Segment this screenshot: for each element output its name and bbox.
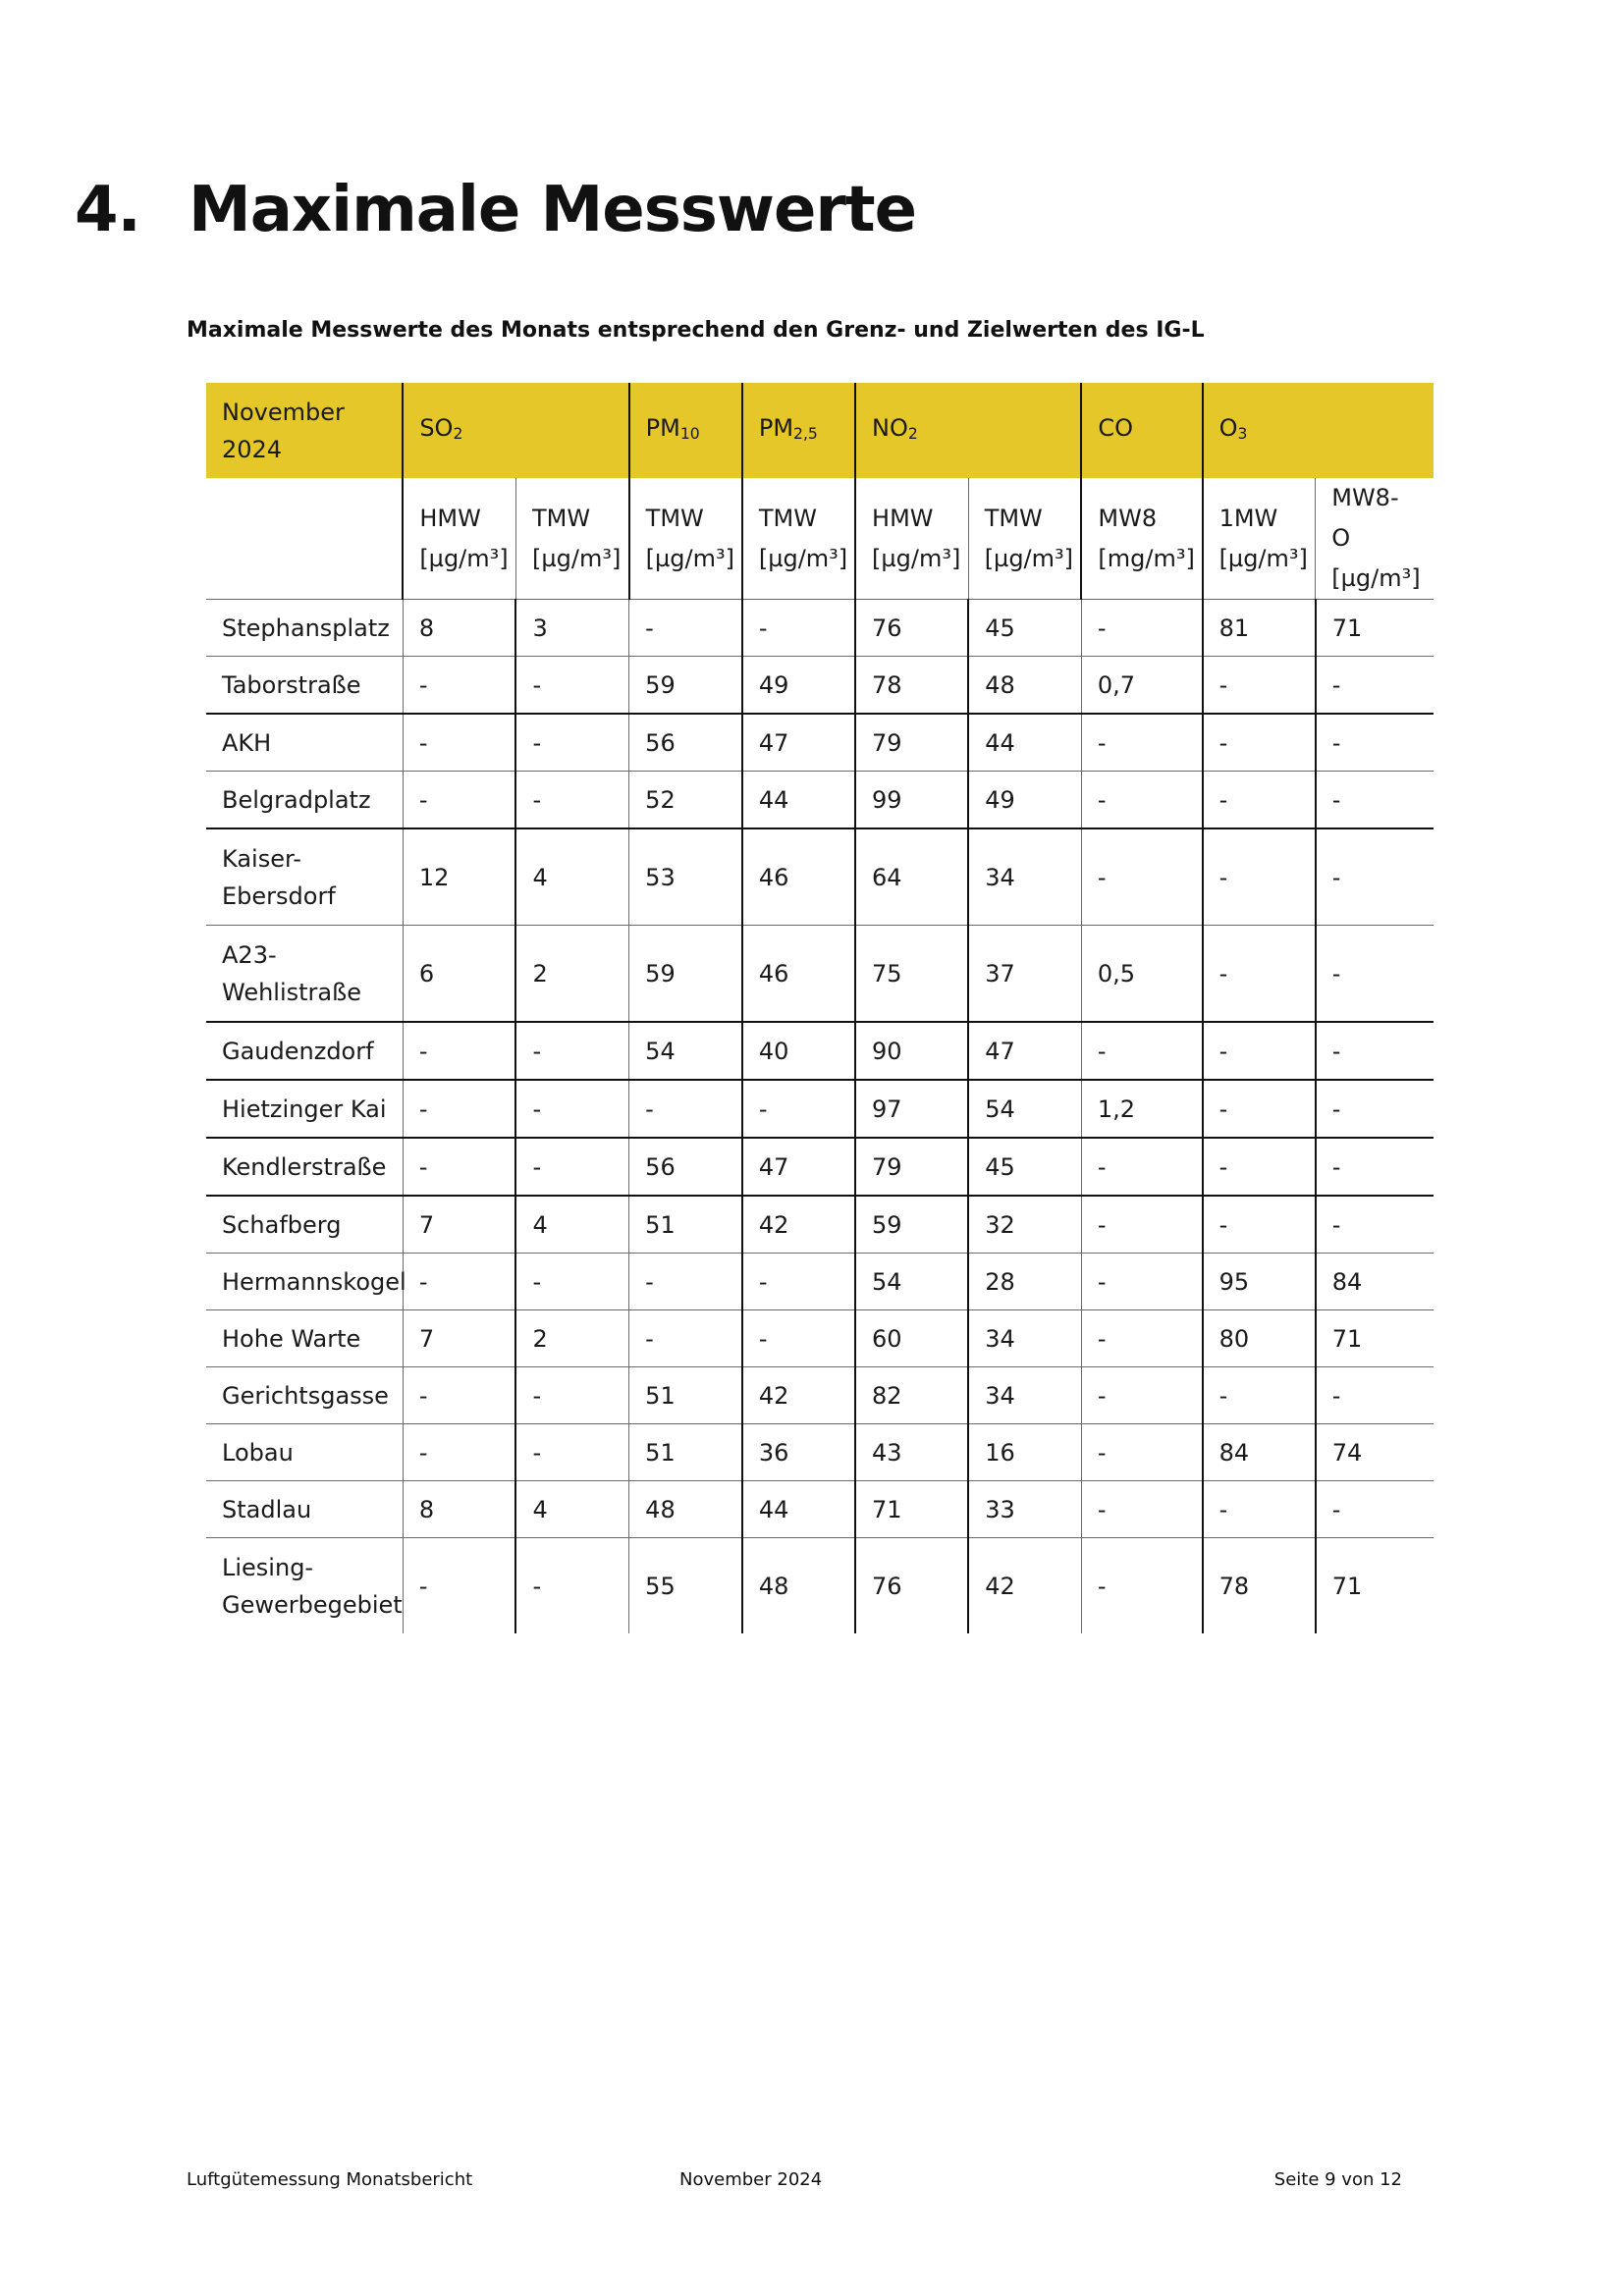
value-cell: 45 — [968, 600, 1081, 657]
table-body — [206, 600, 1434, 1634]
value-cell: 2 — [515, 1310, 628, 1367]
value-cell: - — [1081, 1138, 1202, 1196]
table-row — [206, 1481, 1434, 1538]
value-cell: - — [1203, 926, 1316, 1023]
value-cell: - — [515, 1424, 628, 1481]
value-cell: - — [1203, 772, 1316, 829]
value-cell: 84 — [1203, 1424, 1316, 1481]
value-cell: - — [742, 1310, 855, 1367]
value-cell: - — [515, 1080, 628, 1138]
metric-unit: [µg/m³] — [419, 544, 509, 572]
value-cell: - — [1081, 772, 1202, 829]
value-cell: 79 — [855, 1138, 968, 1196]
value-cell: - — [1081, 828, 1202, 926]
value-cell: 49 — [968, 772, 1081, 829]
value-cell: 46 — [742, 926, 855, 1023]
value-cell: - — [1316, 1138, 1434, 1196]
footer-report-name: Luftgütemessung Monatsbericht — [187, 2169, 473, 2190]
value-cell: 4 — [515, 1196, 628, 1254]
value-cell: 7 — [403, 1196, 515, 1254]
metric-name: HMW — [419, 504, 481, 532]
value-cell: - — [1316, 1022, 1434, 1080]
value-cell: 51 — [629, 1367, 742, 1424]
station-name: Kaiser- Ebersdorf — [206, 828, 403, 926]
value-cell: - — [1203, 1196, 1316, 1254]
metric-name: MW8-O — [1331, 484, 1399, 552]
value-cell: 47 — [742, 714, 855, 772]
value-cell: - — [403, 772, 515, 829]
value-cell: 71 — [1316, 600, 1434, 657]
value-cell: - — [1203, 1022, 1316, 1080]
value-cell: - — [629, 1080, 742, 1138]
value-cell: 76 — [855, 600, 968, 657]
station-name: A23- Wehlistraße — [206, 926, 403, 1023]
metric-unit: [µg/m³] — [1218, 544, 1308, 572]
table-row — [206, 1367, 1434, 1424]
value-cell: - — [403, 1022, 515, 1080]
value-cell: 64 — [855, 828, 968, 926]
value-cell: 54 — [855, 1254, 968, 1310]
value-cell: - — [1081, 1022, 1202, 1080]
value-cell: 80 — [1203, 1310, 1316, 1367]
value-cell: - — [629, 1254, 742, 1310]
value-cell: - — [515, 1138, 628, 1196]
pollutant-header-pm10: $PM_{10}$ — [629, 383, 742, 478]
value-cell: 99 — [855, 772, 968, 829]
metric-header — [629, 478, 742, 600]
value-cell: 78 — [1203, 1538, 1316, 1634]
footer-page-number: Seite 9 von 12 — [1273, 2169, 1402, 2190]
station-name: Hermannskogel — [206, 1254, 403, 1310]
value-cell: - — [742, 1254, 855, 1310]
value-cell: 28 — [968, 1254, 1081, 1310]
metric-unit: [µg/m³] — [872, 544, 961, 572]
value-cell: 75 — [855, 926, 968, 1023]
period-year: 2024 — [222, 435, 283, 463]
metric-header — [1316, 478, 1434, 600]
value-cell: 0,5 — [1081, 926, 1202, 1023]
table-row — [206, 1424, 1434, 1481]
value-cell: 71 — [1316, 1310, 1434, 1367]
pollutant-header-o3: $O_3$ — [1203, 383, 1434, 478]
metric-header — [968, 478, 1081, 600]
table-row — [206, 772, 1434, 829]
value-cell: 76 — [855, 1538, 968, 1634]
metric-header — [1203, 478, 1316, 600]
value-cell: 8 — [403, 1481, 515, 1538]
value-cell: - — [1316, 926, 1434, 1023]
metric-header-empty — [206, 478, 403, 600]
value-cell: - — [1316, 657, 1434, 715]
value-cell: - — [515, 714, 628, 772]
metric-unit: [µg/m³] — [1331, 564, 1421, 592]
value-cell: - — [403, 1367, 515, 1424]
value-cell: - — [1081, 1424, 1202, 1481]
value-cell: 0,7 — [1081, 657, 1202, 715]
value-cell: - — [1081, 600, 1202, 657]
value-cell: - — [403, 1080, 515, 1138]
value-cell: - — [742, 600, 855, 657]
station-name: Taborstraße — [206, 657, 403, 715]
period-header — [206, 383, 403, 478]
value-cell: - — [1316, 1481, 1434, 1538]
value-cell: - — [629, 1310, 742, 1367]
value-cell: - — [1316, 828, 1434, 926]
value-cell: 34 — [968, 1310, 1081, 1367]
table-row — [206, 714, 1434, 772]
station-name: Gaudenzdorf — [206, 1022, 403, 1080]
value-cell: 52 — [629, 772, 742, 829]
value-cell: - — [515, 1022, 628, 1080]
value-cell: - — [1316, 1080, 1434, 1138]
value-cell: 74 — [1316, 1424, 1434, 1481]
value-cell: 7 — [403, 1310, 515, 1367]
value-cell: - — [629, 600, 742, 657]
value-cell: - — [515, 657, 628, 715]
value-cell: 36 — [742, 1424, 855, 1481]
pollutant-header-pm25: $PM_{2,5}$ — [742, 383, 855, 478]
station-name: Stadlau — [206, 1481, 403, 1538]
station-name: Schafberg — [206, 1196, 403, 1254]
value-cell: 3 — [515, 600, 628, 657]
value-cell: 59 — [629, 926, 742, 1023]
value-cell: 44 — [742, 772, 855, 829]
metric-header — [515, 478, 628, 600]
value-cell: - — [1081, 1367, 1202, 1424]
value-cell: - — [1081, 1310, 1202, 1367]
value-cell: 44 — [742, 1481, 855, 1538]
metric-name: 1MW — [1218, 504, 1278, 532]
value-cell: 42 — [742, 1196, 855, 1254]
value-cell: 56 — [629, 1138, 742, 1196]
metric-header — [855, 478, 968, 600]
metric-unit: [µg/m³] — [645, 544, 734, 572]
table-row — [206, 1138, 1434, 1196]
table-caption: Maximale Messwerte des Monats entsprechend den Grenz- und Zielwerten des IG-L — [187, 318, 1205, 343]
station-name: Hohe Warte — [206, 1310, 403, 1367]
value-cell: 59 — [629, 657, 742, 715]
table-row — [206, 1196, 1434, 1254]
value-cell: 79 — [855, 714, 968, 772]
value-cell: 40 — [742, 1022, 855, 1080]
value-cell: 95 — [1203, 1254, 1316, 1310]
value-cell: 4 — [515, 1481, 628, 1538]
table-row — [206, 1538, 1434, 1634]
metric-unit: [µg/m³] — [984, 544, 1074, 572]
value-cell: - — [1081, 1538, 1202, 1634]
station-name: Hietzinger Kai — [206, 1080, 403, 1138]
value-cell: - — [742, 1080, 855, 1138]
value-cell: - — [403, 1138, 515, 1196]
value-cell: 48 — [742, 1538, 855, 1634]
value-cell: - — [1203, 1367, 1316, 1424]
value-cell: 34 — [968, 828, 1081, 926]
value-cell: 90 — [855, 1022, 968, 1080]
metric-header — [742, 478, 855, 600]
value-cell: - — [1203, 657, 1316, 715]
metric-name: HMW — [872, 504, 934, 532]
value-cell: 81 — [1203, 600, 1316, 657]
value-cell: - — [515, 772, 628, 829]
value-cell: 6 — [403, 926, 515, 1023]
value-cell: - — [1316, 772, 1434, 829]
pollutant-header-row — [206, 383, 1434, 478]
value-cell: 59 — [855, 1196, 968, 1254]
value-cell: 2 — [515, 926, 628, 1023]
value-cell: 84 — [1316, 1254, 1434, 1310]
value-cell: 82 — [855, 1367, 968, 1424]
value-cell: - — [1316, 1367, 1434, 1424]
metric-name: TMW — [531, 504, 591, 532]
value-cell: 8 — [403, 600, 515, 657]
metric-name: MW8 — [1098, 504, 1158, 532]
value-cell: - — [403, 1424, 515, 1481]
value-cell: 71 — [1316, 1538, 1434, 1634]
value-cell: - — [1081, 1481, 1202, 1538]
value-cell: 34 — [968, 1367, 1081, 1424]
station-name: Stephansplatz — [206, 600, 403, 657]
pollutant-header-no2: $NO_2$ — [855, 383, 1081, 478]
value-cell: - — [515, 1538, 628, 1634]
value-cell: 78 — [855, 657, 968, 715]
station-name: Gerichtsgasse — [206, 1367, 403, 1424]
value-cell: - — [1203, 1481, 1316, 1538]
table-row — [206, 657, 1434, 715]
value-cell: 48 — [968, 657, 1081, 715]
value-cell: 97 — [855, 1080, 968, 1138]
metric-header-row — [206, 478, 1434, 600]
value-cell: 55 — [629, 1538, 742, 1634]
footer-period: November 2024 — [679, 2169, 823, 2190]
value-cell: - — [1081, 1196, 1202, 1254]
value-cell: 33 — [968, 1481, 1081, 1538]
page-heading — [75, 174, 916, 246]
value-cell: 32 — [968, 1196, 1081, 1254]
station-name: Lobau — [206, 1424, 403, 1481]
value-cell: 60 — [855, 1310, 968, 1367]
table-row — [206, 828, 1434, 926]
metric-unit: [µg/m³] — [531, 544, 622, 572]
table-row — [206, 600, 1434, 657]
pollutant-header-so2: $SO_2$ — [403, 383, 628, 478]
value-cell: 47 — [742, 1138, 855, 1196]
station-name: Liesing- Gewerbegebiet — [206, 1538, 403, 1634]
value-cell: 37 — [968, 926, 1081, 1023]
value-cell: - — [1203, 828, 1316, 926]
value-cell: 51 — [629, 1424, 742, 1481]
value-cell: 56 — [629, 714, 742, 772]
value-cell: 47 — [968, 1022, 1081, 1080]
value-cell: 44 — [968, 714, 1081, 772]
metric-unit: [µg/m³] — [758, 544, 848, 572]
metric-unit: [mg/m³] — [1098, 544, 1195, 572]
value-cell: 48 — [629, 1481, 742, 1538]
pollutant-header-co: CO — [1081, 383, 1202, 478]
value-cell: - — [403, 1254, 515, 1310]
value-cell: 42 — [968, 1538, 1081, 1634]
value-cell: 51 — [629, 1196, 742, 1254]
table-row — [206, 926, 1434, 1023]
metric-header — [1081, 478, 1202, 600]
value-cell: 71 — [855, 1481, 968, 1538]
value-cell: - — [515, 1254, 628, 1310]
value-cell: - — [1316, 714, 1434, 772]
value-cell: 54 — [968, 1080, 1081, 1138]
value-cell: 4 — [515, 828, 628, 926]
value-cell: 53 — [629, 828, 742, 926]
heading-title: Maximale Messwerte — [189, 174, 916, 246]
value-cell: 49 — [742, 657, 855, 715]
value-cell: 42 — [742, 1367, 855, 1424]
value-cell: 45 — [968, 1138, 1081, 1196]
value-cell: - — [515, 1367, 628, 1424]
metric-name: TMW — [645, 504, 704, 532]
table-row — [206, 1310, 1434, 1367]
metric-name: TMW — [984, 504, 1043, 532]
table-row — [206, 1022, 1434, 1080]
value-cell: - — [403, 657, 515, 715]
value-cell: - — [1203, 1080, 1316, 1138]
value-cell: - — [1081, 714, 1202, 772]
value-cell: - — [1203, 1138, 1316, 1196]
value-cell: 1,2 — [1081, 1080, 1202, 1138]
table-row — [206, 1080, 1434, 1138]
value-cell: 46 — [742, 828, 855, 926]
value-cell: 54 — [629, 1022, 742, 1080]
max-values-table — [206, 383, 1434, 1633]
value-cell: 43 — [855, 1424, 968, 1481]
value-cell: - — [1316, 1196, 1434, 1254]
metric-name: TMW — [758, 504, 817, 532]
station-name: Belgradplatz — [206, 772, 403, 829]
heading-number: 4. — [75, 174, 140, 246]
value-cell: - — [403, 714, 515, 772]
period-month: November — [222, 398, 345, 426]
value-cell: - — [403, 1538, 515, 1634]
station-name: AKH — [206, 714, 403, 772]
station-name: Kendlerstraße — [206, 1138, 403, 1196]
value-cell: - — [1081, 1254, 1202, 1310]
metric-header — [403, 478, 515, 600]
value-cell: - — [1203, 714, 1316, 772]
value-cell: 16 — [968, 1424, 1081, 1481]
table-row — [206, 1254, 1434, 1310]
value-cell: 12 — [403, 828, 515, 926]
